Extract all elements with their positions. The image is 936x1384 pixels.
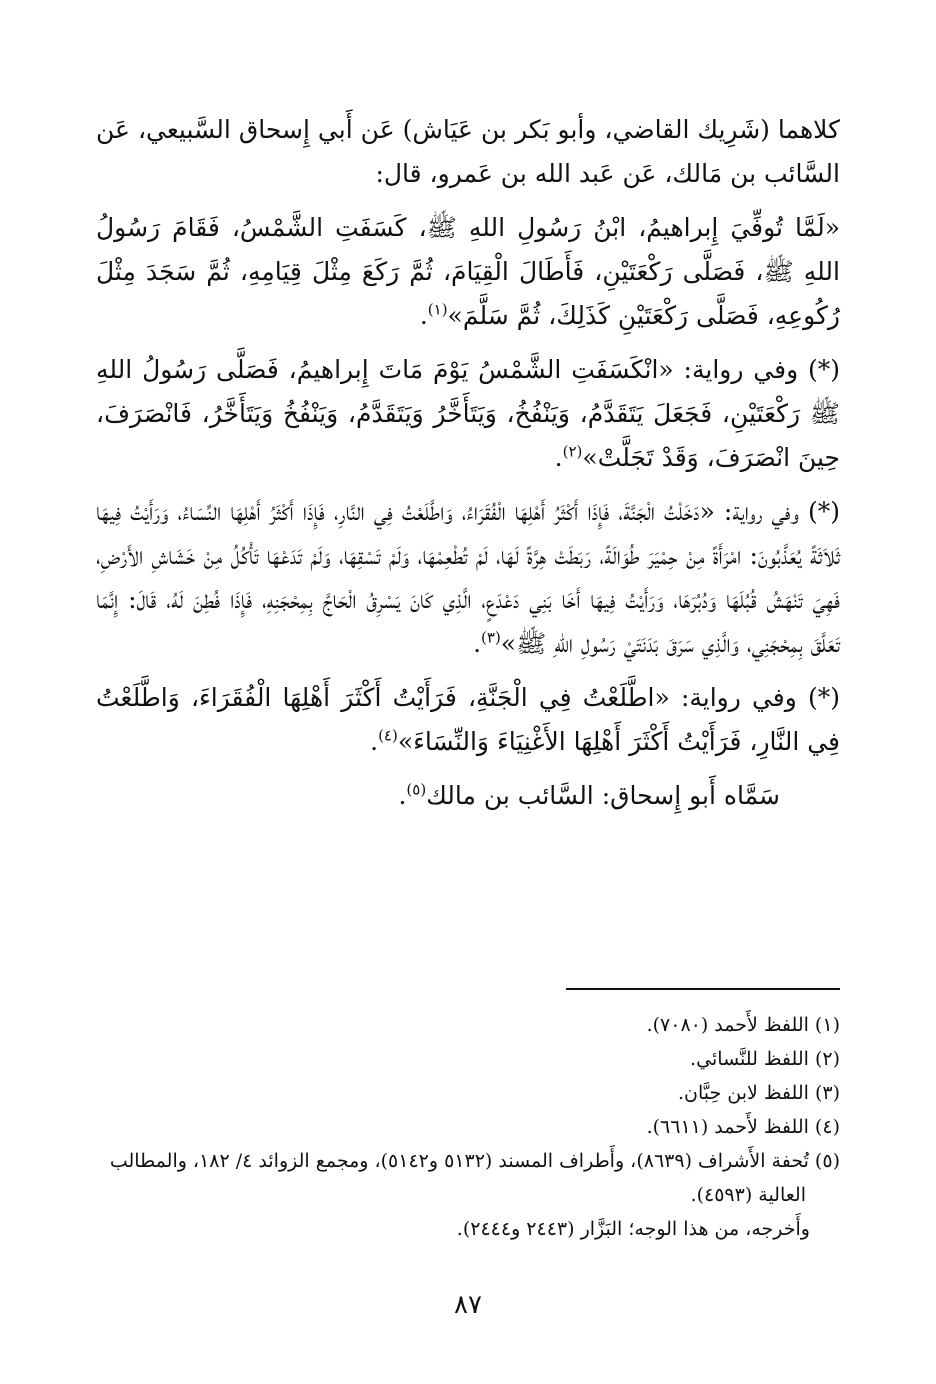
paragraph-3: (*) وفي رواية: «انْكَسَفَتِ الشَّمْسُ يَوْمَ مَاتَ إِبراهيمُ، فَصَلَّى رَسُولُ اللهِ ﷺ رَكْعَتَيْنِ، فَجَعَلَ يَتَقَدَّمُ، وَيَنْفُخُ، وَيَتَأَخَّرُ وَيَتَقَدَّمُ، وَيَنْفُخُ وَيَتَأَخَّرُ، فَانْصَرَفَ، حِينَ انْصَرَفَ، وَقَدْ تَجَلَّتْ»$^{(٢)}$. [96, 355, 840, 472]
footnote-4: (٤) اللفظ لأَحمد (٦٦١١). [646, 1116, 840, 1138]
footnote-ref-4: (٤) [378, 726, 398, 745]
footnote-ref-1: (١) [427, 300, 448, 319]
footnotes [96, 1008, 840, 1246]
page-body [96, 108, 840, 828]
paragraph-6: سَمَّاه أَبو إِسحاق: السَّائب بن مالك$^{(٥)}$. [398, 780, 780, 810]
page-number: ٨٧ [454, 1290, 482, 1320]
paragraph-5: (*) وفي رواية: «اطَّلَعْتُ فِي الْجَنَّةِ، فَرَأَيْتُ أَكْثَرَ أَهْلِهَا الْفُقَرَاءَ، وَاطَّلَعْتُ فِي النَّارِ، فَرَأَيْتُ أَكْثَرَ أَهْلِهَا الأَغْنِيَاءَ وَالنِّسَاءَ»$^{(٤)}$. [96, 683, 840, 756]
paragraph-4-text: (*) وفي رواية: «دَخَلْتُ الْجَنَّةَ، فَإِذَا أَكْثَرُ أَهْلِهَا الْفُقَرَاءُ، وَاطَّلَعْتُ فِي النَّارِ، فَإِذَا أَكْثَرُ أَهْلِهَا النِّسَاءُ، وَرَأَيْتُ فِيهَا ثَلاَثَةً يُعَذَّبُونَ: امْرَأَةً مِنْ حِمْيَرَ طُوَالَةً، رَبَطَتْ هِرَّةً لَهَا، لَمْ تُطْعِمْهَا، وَلَمْ تَسْقِهَا، وَلَمْ تَدَعْهَا تَأْكُلُ مِنْ خَشَاشِ الأَرْضِ، فَهِيَ تَنْهَشُ قُبُلَهَا وَدُبُرَهَا، وَرَأَيْتُ فِيهَا أَخَا بَنِي دَعْدَعٍ، الَّذِي كَانَ يَسْرِقُ الْحَاجَّ بِمِحْجَنِهِ، فَإِذَا فُطِنَ لَهُ، قَالَ: إِنَّمَا تَعَلَّقَ بِمِحْجَنِي، وَالَّذِي سَرَقَ بَدَنَتَيْ رَسُولِ اللهِ ﷺ» [96, 497, 840, 658]
footnote-2: (٢) اللفظ للنَّسائي. [690, 1048, 840, 1070]
footnote-5-line-1: (٥) تُحفة الأَشراف (٨٦٣٩)، وأَطراف المسند (٥١٣٢ و٥١٤٢)، ومجمع الزوائد ٤/ ١٨٢، والمطالب [109, 1150, 840, 1172]
main-text [96, 108, 840, 818]
footnote-divider [566, 988, 840, 990]
footnote-ref-3: (٣) [481, 628, 501, 647]
footnote-5-line-2: العالية (٤٥٩٣). [690, 1184, 806, 1206]
footnote-5-extra: وأَخرجه، من هذا الوجه؛ البَزَّار (٢٤٤٣ و٢٤٤٤). [456, 1218, 810, 1240]
paragraph-2: «لَمَّا تُوفِّيَ إِبراهيمُ، ابْنُ رَسُولِ اللهِ ﷺ، كَسَفَتِ الشَّمْسُ، فَقَامَ رَسُولُ اللهِ ﷺ، فَصَلَّى رَكْعَتَيْنِ، فَأَطَالَ الْقِيَامَ، ثُمَّ رَكَعَ مِثْلَ قِيَامِهِ، ثُمَّ سَجَدَ مِثْلَ رُكُوعِهِ، فَصَلَّى رَكْعَتَيْنِ كَذَلِكَ، ثُمَّ سَلَّمَ»$^{(١)}$. [96, 213, 840, 330]
footnote-ref-5: (٥) [406, 780, 427, 799]
footnote-3: (٣) اللفظ لابن حِبَّان. [677, 1082, 840, 1104]
paragraph-1-text: كلاهما (شَرِيك القاضي، وأبو بَكر بن عَيَاش) عَن أَبي إِسحاق السَّبيعي، عَن السَّائب بن مَالك، عَن عَبد الله بن عَمرو، قال: [96, 115, 840, 188]
paragraph-2-text: «لَمَّا تُوفِّيَ إِبراهيمُ، ابْنُ رَسُولِ اللهِ ﷺ، كَسَفَتِ الشَّمْسُ، فَقَامَ رَسُولُ اللهِ ﷺ، فَصَلَّى رَكْعَتَيْنِ، فَأَطَالَ الْقِيَامَ، ثُمَّ رَكَعَ مِثْلَ قِيَامِهِ، ثُمَّ سَجَدَ مِثْلَ رُكُوعِهِ، فَصَلَّى رَكْعَتَيْنِ كَذَلِكَ، ثُمَّ سَلَّمَ» [96, 213, 840, 330]
footnote-ref-2: (٢) [562, 442, 583, 461]
paragraph-1 [96, 108, 840, 196]
paragraph-5-text: (*) وفي رواية: «اطَّلَعْتُ فِي الْجَنَّةِ، فَرَأَيْتُ أَكْثَرَ أَهْلِهَا الْفُقَرَاءَ، وَاطَّلَعْتُ فِي النَّارِ، فَرَأَيْتُ أَكْثَرَ أَهْلِهَا الأَغْنِيَاءَ وَالنِّسَاءَ» [96, 683, 840, 756]
paragraph-6-text: سَمَّاه أَبو إِسحاق: السَّائب بن مالك [426, 781, 780, 810]
paragraph-4: (*) وفي رواية: «دَخَلْتُ الْجَنَّةَ، فَإِذَا أَكْثَرُ أَهْلِهَا الْفُقَرَاءُ، وَاطَّلَعْتُ فِي النَّارِ، فَإِذَا أَكْثَرُ أَهْلِهَا النِّسَاءُ، وَرَأَيْتُ فِيهَا ثَلاَثَةً يُعَذَّبُونَ: امْرَأَةً مِنْ حِمْيَرَ طُوَالَةً، رَبَطَتْ هِرَّةً لَهَا، لَمْ تُطْعِمْهَا، وَلَمْ تَسْقِهَا، وَلَمْ تَدَعْهَا تَأْكُلُ مِنْ خَشَاشِ الأَرْضِ، فَهِيَ تَنْهَشُ قُبُلَهَا وَدُبُرَهَا، وَرَأَيْتُ فِيهَا أَخَا بَنِي دَعْدَعٍ، الَّذِي كَانَ يَسْرِقُ الْحَاجَّ بِمِحْجَنِهِ، فَإِذَا فُطِنَ لَهُ، قَالَ: إِنَّمَا تَعَلَّقَ بِمِحْجَنِي، وَالَّذِي سَرَقَ بَدَنَتَيْ رَسُولِ اللهِ ﷺ»$^{(٣)}$. [96, 497, 840, 658]
footnote-1: (١) اللفظ لأَحمد (٧٠٨٠). [646, 1014, 840, 1036]
paragraph-3-text: (*) وفي رواية: «انْكَسَفَتِ الشَّمْسُ يَوْمَ مَاتَ إِبراهيمُ، فَصَلَّى رَسُولُ اللهِ ﷺ رَكْعَتَيْنِ، فَجَعَلَ يَتَقَدَّمُ، وَيَنْفُخُ، وَيَتَأَخَّرُ وَيَتَقَدَّمُ، وَيَنْفُخُ وَيَتَأَخَّرُ، فَانْصَرَفَ، حِينَ انْصَرَفَ، وَقَدْ تَجَلَّتْ» [96, 355, 840, 472]
